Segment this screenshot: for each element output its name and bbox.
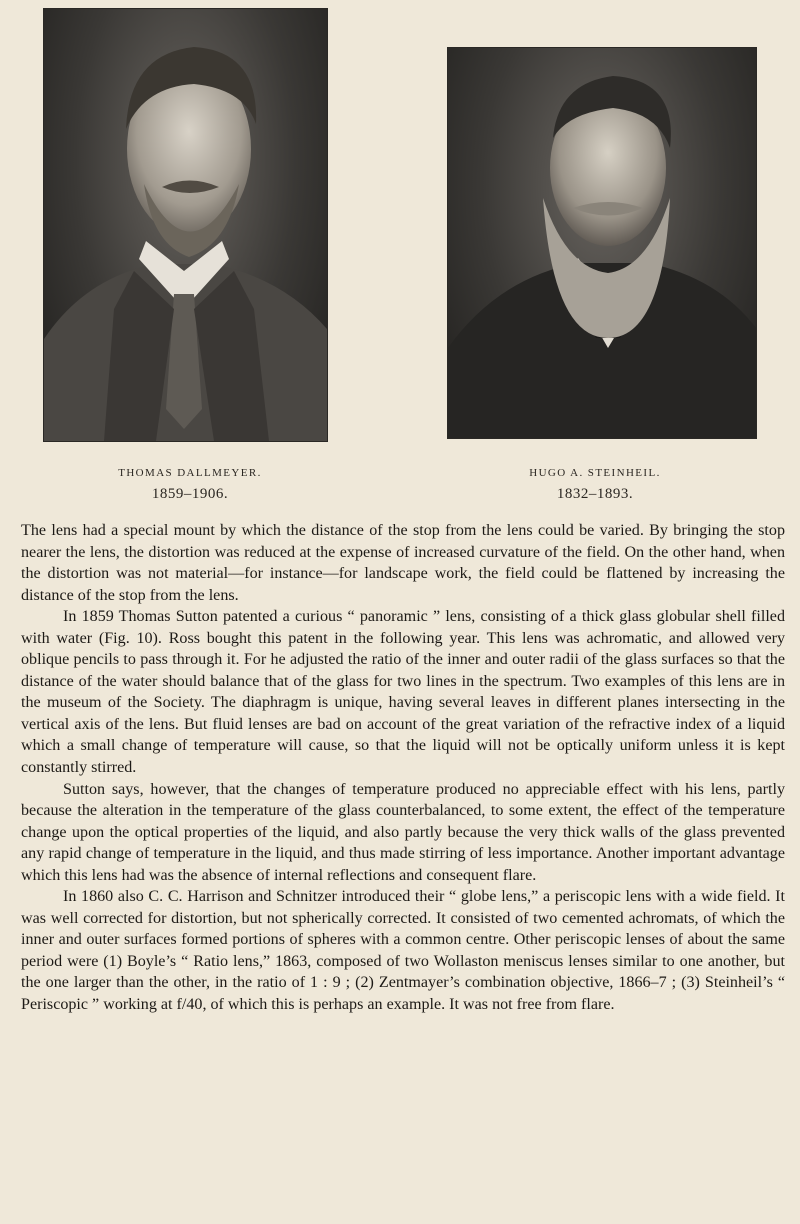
portrait-hugo-steinheil: [447, 47, 757, 439]
paragraph-2: In 1859 Thomas Sutton patented a curious “ panoramic ” lens, consisting of a thick glass globular shell filled with water (Fig. 10). Ross bought this patent in the following year. This lens was achromatic, and allowed very oblique pencils to pass through it. For he adjusted the ratio of the inner and outer radii of the glass surfaces so that the distance of the water should balance that of the glass for two lines in the spectrum. Two examples of this lens are in the museum of the Society. The diaphragm is unique, having several leaves in different planes intersecting in the vertical axis of the lens. But fluid lenses are bad on account of the great variation of the refractive index of a liquid which a small change of temperature will cause, so that the liquid will not be optically uniform unless it is kept constantly stirred.: [21, 608, 785, 777]
caption-left-name: THOMAS DALLMEYER.: [118, 467, 262, 479]
caption-left: [50, 467, 330, 503]
paragraph-1: The lens had a special mount by which the distance of the stop from the lens could be varied. By bringing the stop nearer the lens, the distortion was reduced at the expense of increased curvature of the field. On the other hand, when the distortion was not material—for instance—for landscape work, the field could be flattened by increasing the distance of the stop from the lens.: [21, 522, 785, 604]
portrait-right-figure: [448, 48, 756, 438]
caption-right-years: 1832–1893.: [556, 486, 634, 502]
body-text: [21, 520, 785, 1016]
caption-right-name: HUGO A. STEINHEIL.: [529, 467, 661, 479]
paragraph-4: In 1860 also C. C. Harrison and Schnitzer introduced their “ globe lens,” a periscopic lens with a wide field. It was well corrected for distortion, but not spherically corrected. It consisted of two cemented achromats, of which the inner and outer surfaces formed portions of spheres with a common centre. Other periscopic lenses of about the same period were (1) Boyle’s “ Ratio lens,” 1863, composed of two Wollaston meniscus lenses similar to one another, but the one larger than the other, in the ratio of 1 : 9 ; (2) Zentmayer’s combination objective, 1866–7 ; (3) Steinheil’s “ Periscopic ” working at f/40, of which this is perhaps an example. It was not free from flare.: [21, 888, 785, 1014]
caption-right: [455, 467, 735, 503]
caption-left-years: 1859–1906.: [151, 486, 229, 502]
paragraph-3: Sutton says, however, that the changes of temperature produced no appreciable effect with his lens, partly because the alteration in the temperature of the glass counterbalanced, to some extent, the effect of the temperature change upon the optical properties of the liquid, and also partly because the very thick walls of the glass prevented any rapid change of temperature in the liquid, and thus made stirring of less importance. Another important advantage which this lens had was the absence of internal reflections and consequent flare.: [21, 780, 785, 884]
portrait-left-figure: [44, 9, 327, 441]
portrait-thomas-dallmeyer: [43, 8, 328, 442]
